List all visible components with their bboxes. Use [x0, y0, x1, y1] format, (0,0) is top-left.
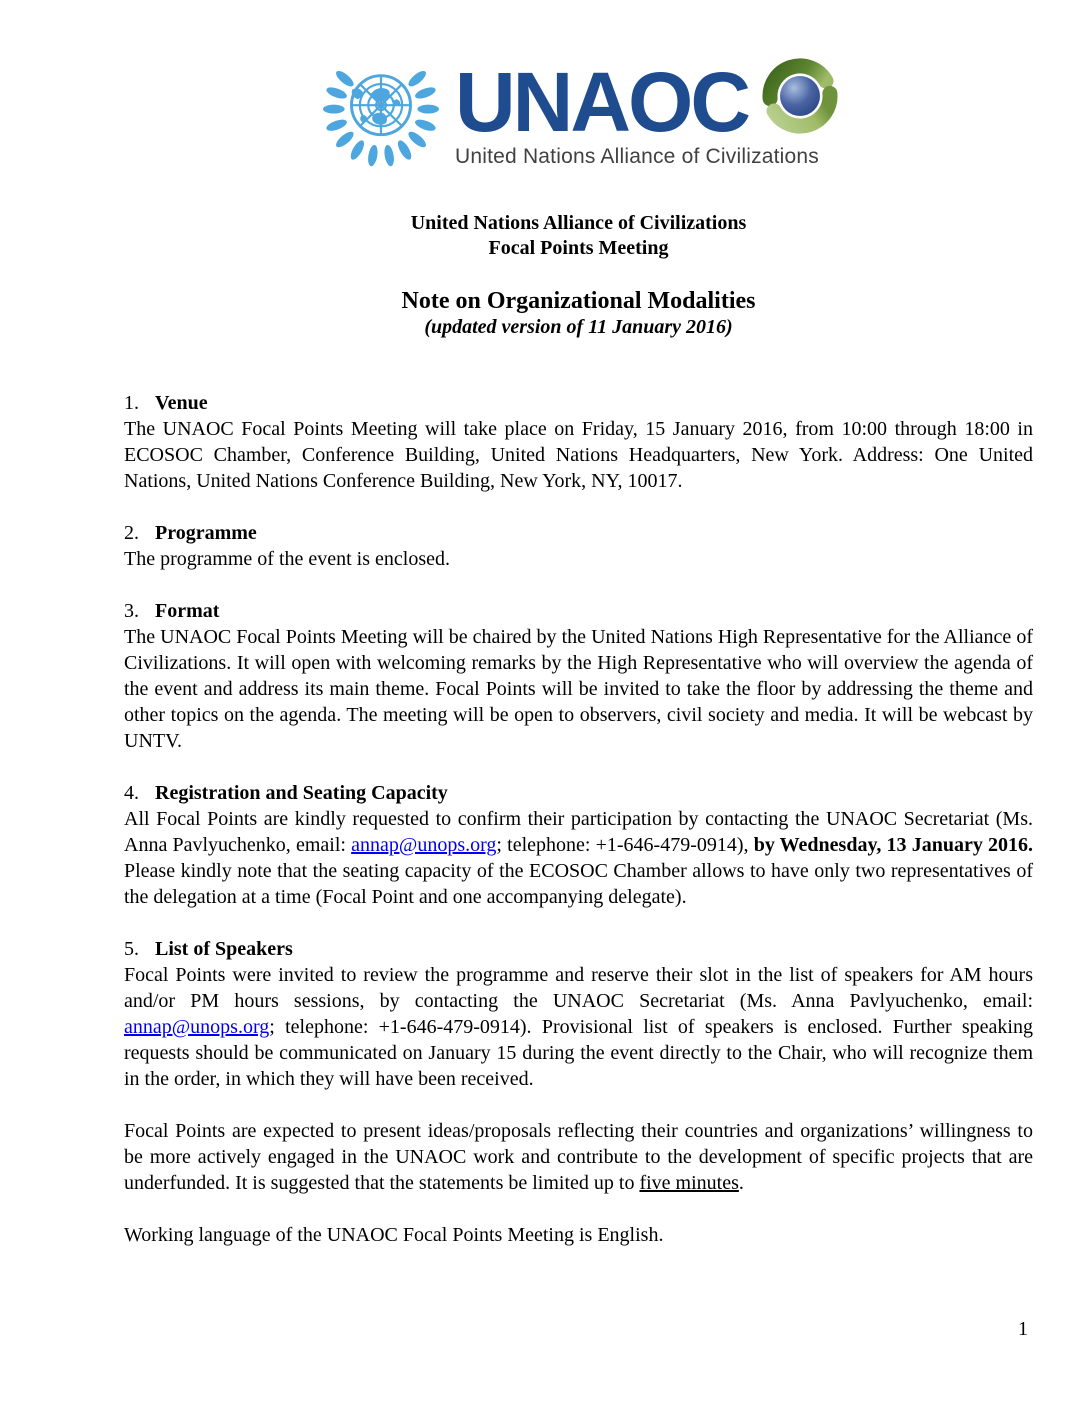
paragraph	[124, 546, 1033, 572]
section-heading	[124, 936, 1033, 962]
text-run: by Wednesday, 13 January 2016.	[753, 834, 1033, 856]
un-emblem-icon	[311, 56, 451, 179]
email-link[interactable]: annap@unops.org	[351, 834, 497, 856]
section-heading-text: List of Speakers	[155, 938, 293, 960]
section-number: 2.	[124, 522, 139, 544]
paragraph	[124, 416, 1033, 494]
text-run: The programme of the event is enclosed.	[124, 548, 450, 570]
section-body	[124, 962, 1033, 1092]
paragraph	[124, 962, 1033, 1092]
section-number: 1.	[124, 392, 139, 414]
section-number: 3.	[124, 600, 139, 622]
sections-list	[124, 390, 1033, 1092]
page-number: 1	[1018, 1318, 1028, 1340]
paragraph	[124, 624, 1033, 754]
document-section	[124, 936, 1033, 1092]
paragraph	[124, 1222, 1033, 1248]
document-section	[124, 780, 1033, 910]
text-run: The UNAOC Focal Points Meeting will be chaired by the United Nations High Representative for the Alliance of Civilizations. It will open with welcoming remarks by the High Representative who will overview the agenda of the event and address its main theme. Focal Points will be invited to take the floor by addressing the theme and other topics on the agenda. The meeting will be open to observers, civil society and media. It will be webcast by UNTV.	[124, 626, 1033, 752]
section-number: 4.	[124, 782, 139, 804]
section-heading	[124, 598, 1033, 624]
section-heading-text: Programme	[155, 522, 257, 544]
logo-subtitle: United Nations Alliance of Civilizations	[455, 145, 820, 168]
section-body	[124, 416, 1033, 494]
section-heading-text: Venue	[155, 392, 208, 414]
document-content	[124, 0, 1033, 1248]
logo-top-row	[455, 56, 846, 147]
logo-acronym: UNAOC	[455, 54, 748, 149]
text-run: five minutes	[639, 1172, 739, 1194]
section-body	[124, 546, 1033, 572]
text-run: ; telephone: +1-646-479-0914),	[496, 834, 754, 856]
section-heading	[124, 390, 1033, 416]
email-link[interactable]: annap@unops.org	[124, 1016, 270, 1038]
text-run: ; telephone: +1-646-479-0914). Provisional list of speakers is enclosed. Further speaking requests should be communicated on January 15 during the event directly to the Chair, who will recognize them in the order, in which they will have been received.	[124, 1016, 1033, 1090]
section-heading	[124, 520, 1033, 546]
section-heading-text: Registration and Seating Capacity	[155, 782, 448, 804]
text-run: Working language of the UNAOC Focal Points Meeting is English.	[124, 1224, 664, 1246]
document-section	[124, 520, 1033, 572]
section-number: 5.	[124, 938, 139, 960]
section-body	[124, 624, 1033, 754]
document-section	[124, 598, 1033, 754]
section-body	[124, 806, 1033, 910]
text-run: All Focal Points are kindly requested to confirm their participation by contacting the UNAOC Secretariat (Ms. Anna Pavlyuchenko, email:	[124, 808, 1033, 856]
text-run: The UNAOC Focal Points Meeting will take place on Friday, 15 January 2016, from 10:00 through 18:00 in ECOSOC Chamber, Conference Building, United Nations Headquarters, New York. Address: One United Nations, United Nations Conference Building, New York, NY, 10017.	[124, 418, 1033, 492]
document-titles	[124, 211, 1033, 340]
closing-paragraphs	[124, 1118, 1033, 1248]
paragraph	[124, 1118, 1033, 1196]
text-run: Please kindly note that the seating capacity of the ECOSOC Chamber allows to have only two representatives of the delegation at a time (Focal Point and one accompanying delegate).	[124, 860, 1033, 908]
unaoc-logo	[124, 56, 1033, 179]
text-run: Focal Points are expected to present ideas/proposals reflecting their countries and organizations’ willingness to be more actively engaged in the UNAOC work and contribute to the development of specific projects that are underfunded. It is suggested that the statements be limited up to	[124, 1120, 1033, 1194]
meeting-title-line: Focal Points Meeting	[488, 237, 669, 259]
text-run: Focal Points were invited to review the programme and reserve their slot in the list of speakers for AM hours and/or PM hours sessions, by contacting the UNAOC Secretariat (Ms. Anna Pavlyuchenko, email:	[124, 964, 1033, 1012]
org-title-line: United Nations Alliance of Civilizations	[410, 212, 747, 234]
unaoc-swirl-icon	[754, 50, 846, 147]
document-section	[124, 390, 1033, 494]
version-note: (updated version of 11 January 2016)	[424, 316, 733, 338]
paragraph	[124, 806, 1033, 910]
page-title: Note on Organizational Modalities	[401, 288, 756, 314]
section-heading-text: Format	[155, 600, 220, 622]
section-heading	[124, 780, 1033, 806]
text-run: .	[738, 1172, 744, 1194]
logo-text-block	[455, 56, 846, 169]
